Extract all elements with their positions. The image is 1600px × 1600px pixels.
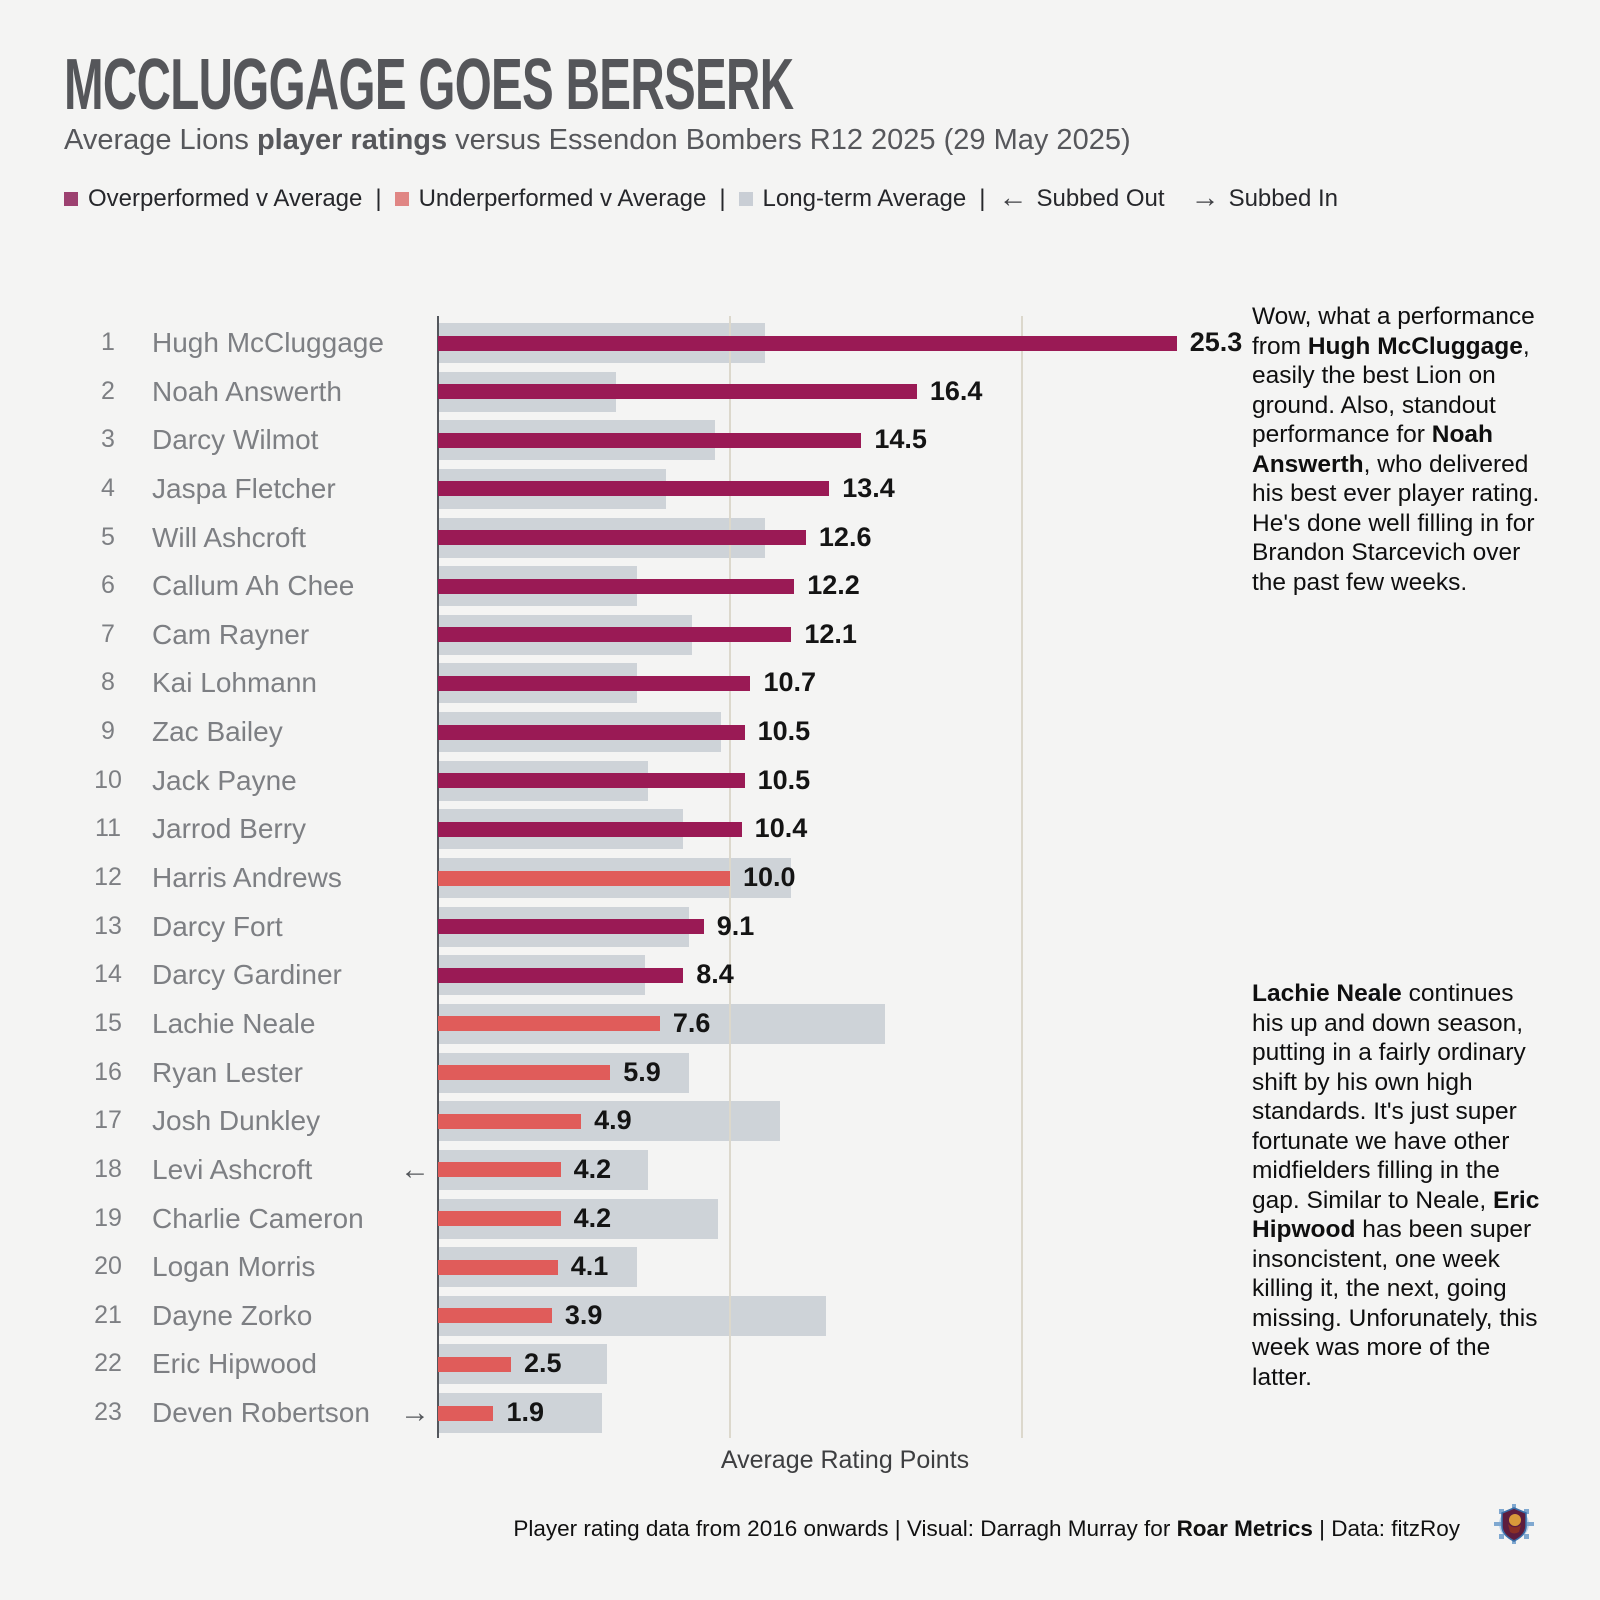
player-rating-bar [438,530,806,545]
player-rank: 4 [101,473,115,502]
player-rating-value: 25.3 [1189,327,1243,357]
player-rating-value: 8.4 [696,959,734,990]
player-name: Noah Answerth [152,375,342,407]
bold-text: Eric Hipwood [1252,1186,1540,1244]
player-rating-bar [438,1114,581,1129]
text: | Data: fitzRoy [1312,1516,1460,1541]
player-rating-bar [438,676,750,691]
legend-label-subbed-in: Subbed In [1228,184,1339,212]
player-rating-value: 4.2 [573,1202,612,1233]
player-name: Dayne Zorko [152,1299,313,1331]
player-rank: 23 [94,1398,122,1427]
player-rank: 8 [101,668,115,697]
player-rating-bar [438,1162,561,1177]
player-rank: 16 [94,1057,122,1086]
player-rating-value: 3.9 [564,1299,603,1330]
gridline-20 [1021,316,1023,1438]
player-rating-bar [438,1308,552,1323]
text: , who delivered his best ever player rating. He's done well filling in for Brandon Starcevich over the past few weeks. [1252,450,1540,596]
player-name: Jack Payne [152,764,297,796]
player-name: Deven Robertson [152,1397,370,1429]
legend-separator: | [719,184,726,212]
player-rating-value: 10.5 [757,764,811,795]
player-rating-bar [438,1211,561,1226]
player-rating-bar [438,1260,558,1275]
x-axis-label: Average Rating Points [720,1446,970,1474]
player-rating-value: 10.5 [757,716,811,747]
player-rating-bar [438,336,1177,351]
player-rating-bar [438,822,742,837]
player-rank: 5 [101,522,115,551]
bold-text: Noah Answerth [1252,421,1493,478]
text: versus Essendon Bombers R12 2025 (29 May 2025) [447,124,1131,156]
player-rank: 17 [94,1106,122,1135]
player-name: Hugh McCluggage [152,327,384,358]
player-rating-value: 4.2 [573,1153,612,1184]
player-rating-bar [438,1016,660,1031]
player-name: Darcy Wilmot [152,424,319,456]
player-rating-bar [438,384,917,399]
player-rating-bar [438,725,745,740]
player-name: Cam Rayner [152,618,310,650]
subbed-out-arrow-icon: ← [998,182,1028,214]
player-rating-bar [438,773,745,788]
player-rating-value: 16.4 [929,375,983,406]
roar-metrics-logo [1492,1502,1536,1546]
player-rank: 18 [94,1154,122,1183]
player-name: Zac Bailey [152,716,283,748]
player-rank: 7 [101,619,115,648]
player-name: Callum Ah Chee [152,570,355,602]
player-rank: 13 [94,911,122,940]
player-name: Kai Lohmann [152,667,318,699]
legend-label-subbed-out: Subbed Out [1036,184,1165,212]
player-rating-value: 12.1 [804,618,857,649]
text: Wow, what a performance from [1252,303,1535,360]
player-rating-bar [438,968,683,983]
player-name: Levi Ashcroft [152,1153,313,1185]
player-rating-bar [438,627,791,642]
player-rank: 2 [101,376,115,405]
legend-label-3: Long-term Average [762,184,967,212]
player-rating-value: 4.9 [594,1105,632,1136]
player-rank: 15 [94,1008,122,1037]
player-rating-value: 1.9 [506,1397,545,1428]
player-rank: 10 [94,765,122,794]
player-name: Lachie Neale [152,1007,316,1039]
player-rank: 9 [101,717,115,746]
legend-separator: | [979,184,986,212]
player-name: Ryan Lester [152,1056,303,1088]
player-name: Logan Morris [152,1251,316,1283]
player-rating-bar [438,579,794,594]
player-rank: 1 [101,328,115,356]
player-rating-bar [438,1065,610,1080]
subbed-out-arrow-icon: ← [400,1152,430,1186]
subbed-in-arrow-icon: → [400,1396,430,1430]
player-rating-value: 2.5 [524,1348,562,1379]
text: has been super insoncistent, one week killing it, the next, going missing. Unforunately, this week was more of the latter. [1252,1216,1538,1391]
bold-text: Roar Metrics [1176,1516,1313,1541]
player-rating-value: 7.6 [672,1007,711,1038]
player-rating-value: 10.0 [743,862,796,893]
text: Player rating data from 2016 onwards | Visual: Darragh Murray for [513,1516,1177,1541]
footer-credits [513,1516,1460,1542]
player-rating-value: 12.2 [807,570,860,601]
player-rating-bar [438,1406,493,1421]
player-rating-value: 4.1 [570,1251,609,1282]
bold-text: player ratings [256,124,448,156]
text: Average Lions [64,124,257,156]
player-name: Josh Dunkley [152,1105,321,1137]
player-rank: 12 [94,863,122,892]
player-rating-bar [438,481,829,496]
player-rating-bar [438,919,704,934]
legend-separator: | [375,184,382,212]
player-rating-bar [438,871,730,886]
bold-text: Lachie Neale [1252,980,1402,1007]
player-rank: 11 [95,814,121,843]
player-name: Charlie Cameron [152,1202,364,1234]
player-name: Harris Andrews [152,862,342,894]
text: continues his up and down season, putting in a fairly ordinary shift by his own high standards. It's just super fortunate we have other midfielders filling in the gap. Similar to Neale, [1252,980,1526,1214]
player-rank: 6 [101,571,115,600]
player-rating-value: 12.6 [818,521,872,552]
player-name: Jaspa Fletcher [152,472,336,504]
player-name: Jarrod Berry [152,813,307,845]
legend-label-2: Underperformed v Average [418,184,707,212]
player-rank: 20 [94,1252,122,1281]
player-name: Darcy Fort [152,910,283,942]
page-title: MCCLUGGAGE GOES BERSERK [64,45,794,125]
annotation-neale [1252,979,1542,1392]
player-rating-value: 5.9 [623,1056,661,1087]
player-rank: 3 [101,425,115,454]
legend-label-1: Overperformed v Average [88,184,363,212]
player-name: Will Ashcroft [152,521,307,553]
player-rating-bar [438,1357,511,1372]
player-rating-value: 14.5 [874,424,927,455]
player-rating-value: 13.4 [842,472,895,503]
player-rating-value: 10.7 [763,667,816,698]
text: , easily the best Lion on ground. Also, standout performance for [1252,332,1530,449]
player-rank: 19 [94,1203,122,1232]
bold-text: Hugh McCluggage [1307,332,1523,360]
player-name: Eric Hipwood [152,1348,317,1380]
player-rating-bar [438,433,861,448]
annotation-mccluggage [1252,302,1542,597]
player-rating-value: 9.1 [716,910,755,941]
subbed-in-arrow-icon: → [1190,182,1220,214]
player-rating-value: 10.4 [754,813,808,844]
player-rank: 14 [94,960,122,989]
player-name: Darcy Gardiner [152,959,342,991]
player-rank: 21 [94,1300,122,1329]
player-rank: 22 [94,1349,122,1378]
